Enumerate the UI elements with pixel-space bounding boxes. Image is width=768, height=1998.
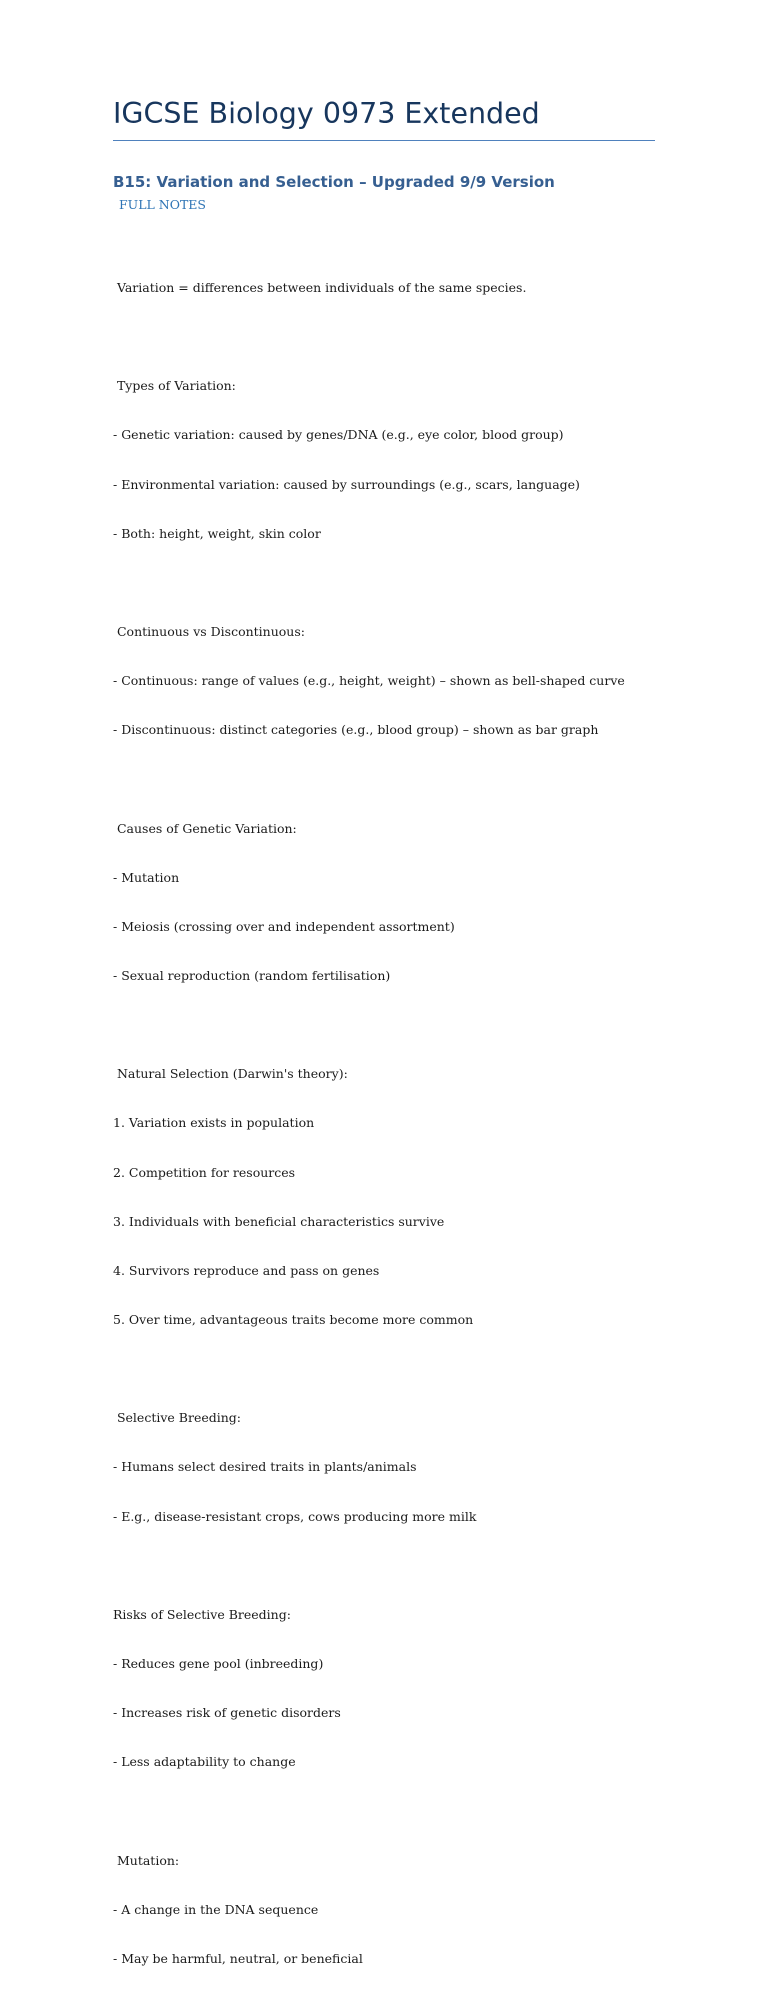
notes-body [113, 248, 625, 1998]
text-line: - Less adaptability to change [113, 1754, 296, 1770]
text-line [113, 1801, 625, 1820]
text-line: - E.g., disease-resistant crops, cows producing more milk [113, 1508, 477, 1524]
text-line: Risks of Selective Breeding: [113, 1606, 291, 1622]
text-line [113, 573, 625, 592]
text-line: - Mutation [113, 869, 180, 885]
text-line: - Genetic variation: caused by genes/DNA (e.g., eye color, blood group) [113, 427, 564, 443]
text-line: 5. Over time, advantageous traits become more common [113, 1311, 474, 1327]
text-line: Mutation: [113, 1852, 180, 1868]
text-line: - Both: height, weight, skin color [113, 525, 321, 541]
text-line: - May be harmful, neutral, or beneficial [113, 1950, 363, 1966]
text-line: - Increases risk of genetic disorders [113, 1705, 341, 1721]
text-line [113, 769, 625, 788]
text-line: - Discontinuous: distinct categories (e.g., blood group) – shown as bar graph [113, 722, 599, 738]
text-line: 4. Survivors reproduce and pass on genes [113, 1262, 380, 1278]
text-line: - A change in the DNA sequence [113, 1901, 319, 1917]
text-line: - Humans select desired traits in plants/animals [113, 1459, 417, 1475]
text-line: - Environmental variation: caused by surroundings (e.g., scars, language) [113, 476, 580, 492]
text-line: Types of Variation: [113, 378, 236, 394]
text-line: 3. Individuals with beneficial characteristics survive [113, 1213, 445, 1229]
text-line: 2. Competition for resources [113, 1164, 296, 1180]
text-line: Continuous vs Discontinuous: [113, 623, 305, 639]
notes-subtitle: FULL NOTES [119, 197, 206, 212]
text-line: 1. Variation exists in population [113, 1115, 315, 1131]
text-line: - Reduces gene pool (inbreeding) [113, 1655, 324, 1671]
text-line: - Sexual reproduction (random fertilisation) [113, 967, 391, 983]
text-line: - Continuous: range of values (e.g., height, weight) – shown as bell-shaped curve [113, 673, 625, 689]
text-line [113, 1556, 625, 1575]
text-line: Natural Selection (Darwin's theory): [113, 1066, 348, 1082]
text-line [113, 327, 625, 346]
text-line: Variation = differences between individuals of the same species. [113, 280, 527, 295]
text-line: - Meiosis (crossing over and independent assortment) [113, 918, 455, 934]
document-title: IGCSE Biology 0973 Extended [113, 94, 655, 141]
text-line: Selective Breeding: [113, 1410, 242, 1426]
section-heading: B15: Variation and Selection – Upgraded 9/9 Version [113, 173, 555, 191]
text-line [113, 1015, 625, 1034]
text-line: Causes of Genetic Variation: [113, 820, 297, 836]
text-line [113, 1359, 625, 1378]
